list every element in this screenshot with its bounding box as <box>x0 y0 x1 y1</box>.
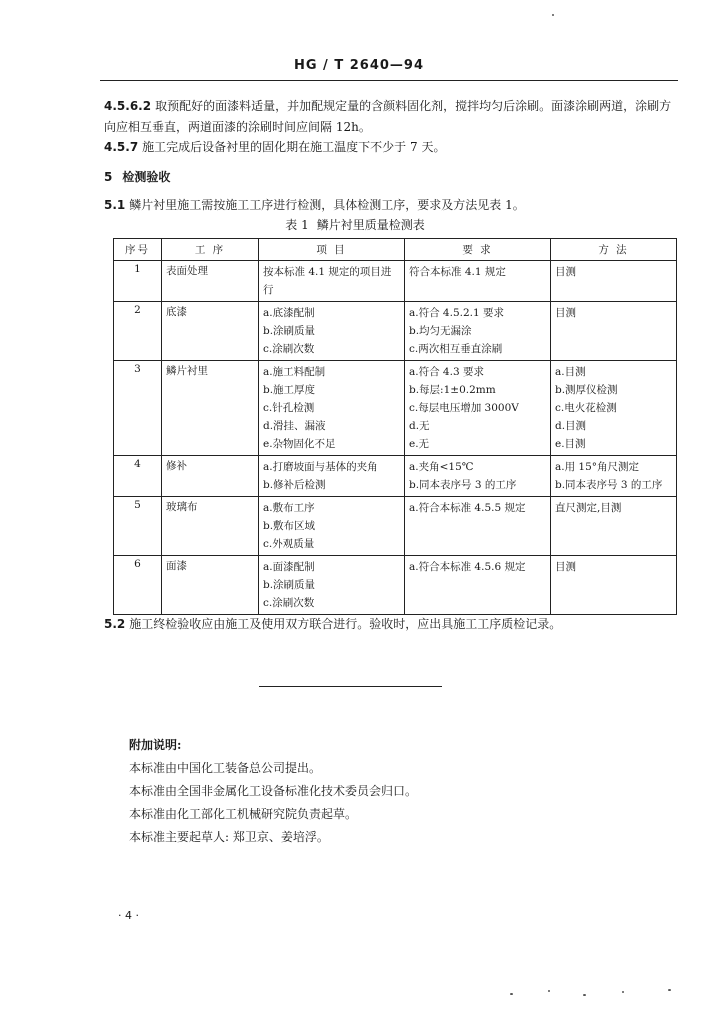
item-line: c.外观质量 <box>263 538 315 550</box>
scan-speck <box>583 994 586 996</box>
table-row <box>114 456 677 497</box>
scan-speck <box>622 991 624 993</box>
clause-number: 5.1 <box>104 198 126 212</box>
note-line: 本标准主要起草人: 郑卫京、姜培浮。 <box>129 830 329 844</box>
method-line: a.目测 <box>555 366 586 378</box>
clause-text: 施工完成后设备衬里的固化期在施工温度下不少于 7 天。 <box>142 140 446 154</box>
cell-method <box>551 497 677 556</box>
requirement-line: e.无 <box>409 438 430 450</box>
header-process: 工 序 <box>162 239 259 261</box>
clause-text: 取预配好的面漆料适量，并加配规定量的含颜料固化剂，搅拌均匀后涂刷。面漆涂刷两道，涂刷方向应相互垂直，两道面漆的涂刷时间应间隔 12h。 <box>104 99 672 134</box>
cell-process: 面漆 <box>162 556 259 615</box>
item-line: c.涂刷次数 <box>263 597 315 609</box>
cell-item <box>259 456 405 497</box>
requirement-line: a.夹角<15℃ <box>409 461 474 473</box>
item-line: e.杂物固化不足 <box>263 438 336 450</box>
table-row <box>114 261 677 302</box>
item-line: a.打磨坡面与基体的夹角 <box>263 461 378 473</box>
paragraph-5-2 <box>104 614 679 635</box>
method-line: e.目测 <box>555 438 586 450</box>
clause-number: 5.2 <box>104 617 126 631</box>
cell-process: 玻璃布 <box>162 497 259 556</box>
cell-method <box>551 361 677 456</box>
cell-method <box>551 261 677 302</box>
requirement-line: a.符合 4.5.2.1 要求 <box>409 307 505 319</box>
note-line: 本标准由中国化工装备总公司提出。 <box>129 761 322 775</box>
method-line: 直尺测定,目测 <box>555 502 622 514</box>
method-line: b.测厚仪检测 <box>555 384 618 396</box>
method-line: 目测 <box>555 307 576 319</box>
note-line: 本标准由化工部化工机械研究院负责起草。 <box>129 807 358 821</box>
cell-requirement <box>405 497 551 556</box>
item-line: b.涂刷质量 <box>263 325 316 337</box>
header-requirement: 要 求 <box>405 239 551 261</box>
item-line: a.敷布工序 <box>263 502 315 514</box>
requirement-line: a.符合 4.3 要求 <box>409 366 484 378</box>
cell-seq: 1 <box>114 261 162 302</box>
item-line: b.修补后检测 <box>263 479 326 491</box>
requirement-line: b.每层:1±0.2mm <box>409 384 496 396</box>
cell-process: 鳞片衬里 <box>162 361 259 456</box>
cell-method <box>551 302 677 361</box>
cell-item <box>259 556 405 615</box>
header-seq: 序号 <box>114 239 162 261</box>
cell-process: 表面处理 <box>162 261 259 302</box>
requirement-line: c.每层电压增加 3000V <box>409 402 519 414</box>
scan-speck <box>552 14 554 16</box>
cell-requirement <box>405 261 551 302</box>
section-number: 5 <box>104 170 113 184</box>
item-line: c.针孔检测 <box>263 402 315 414</box>
additional-notes <box>129 734 417 849</box>
quality-inspection-table <box>113 238 677 615</box>
cell-seq: 2 <box>114 302 162 361</box>
scan-speck <box>510 993 513 995</box>
requirement-line: b.同本表序号 3 的工序 <box>409 479 517 491</box>
requirement-line: a.符合本标准 4.5.6 规定 <box>409 561 526 573</box>
item-line: a.面漆配制 <box>263 561 315 573</box>
item-line: b.涂刷质量 <box>263 579 316 591</box>
item-line: d.滑挂、漏液 <box>263 420 326 432</box>
clause-number: 4.5.6.2 <box>104 99 152 113</box>
requirement-line: 符合本标准 4.1 规定 <box>409 266 506 278</box>
clause-number: 4.5.7 <box>104 140 139 154</box>
clause-text: 鳞片衬里施工需按施工工序进行检测，具体检测工序，要求及方法见表 1。 <box>129 198 525 212</box>
cell-seq: 6 <box>114 556 162 615</box>
cell-requirement <box>405 302 551 361</box>
end-rule <box>259 686 442 687</box>
table-title: 鳞片衬里质量检测表 <box>316 218 425 232</box>
cell-process: 修补 <box>162 456 259 497</box>
table-header-row <box>114 239 677 261</box>
requirement-line: d.无 <box>409 420 430 432</box>
paragraph-5-1 <box>104 195 679 216</box>
scan-speck <box>668 989 671 991</box>
header-item: 项 目 <box>259 239 405 261</box>
table-number: 表 1 <box>285 218 309 232</box>
cell-item <box>259 261 405 302</box>
cell-method <box>551 556 677 615</box>
item-line: a.施工料配制 <box>263 366 326 378</box>
requirement-line: b.均匀无漏涂 <box>409 325 472 337</box>
table-row <box>114 497 677 556</box>
standard-code-header: HG / T 2640—94 <box>293 58 425 73</box>
item-line: 按本标准 4.1 规定的项目进行 <box>263 266 392 296</box>
section-5-heading <box>104 168 170 185</box>
cell-seq: 5 <box>114 497 162 556</box>
table-row <box>114 302 677 361</box>
item-line: a.底漆配制 <box>263 307 315 319</box>
paragraph-4-5-6-2 <box>104 96 679 138</box>
item-line: b.敷布区域 <box>263 520 316 532</box>
item-line: b.施工厚度 <box>263 384 316 396</box>
cell-method <box>551 456 677 497</box>
page-number: · 4 · <box>118 909 139 922</box>
header-rule <box>100 80 678 81</box>
cell-requirement <box>405 556 551 615</box>
clause-text: 施工终检验收应由施工及使用双方联合进行。验收时，应出具施工工序质检记录。 <box>129 617 562 631</box>
requirement-line: a.符合本标准 4.5.5 规定 <box>409 502 526 514</box>
method-line: 目测 <box>555 266 576 278</box>
method-line: b.同本表序号 3 的工序 <box>555 479 663 491</box>
cell-item <box>259 302 405 361</box>
cell-requirement <box>405 456 551 497</box>
table-caption <box>0 216 718 233</box>
table-row <box>114 556 677 615</box>
cell-item <box>259 361 405 456</box>
cell-seq: 4 <box>114 456 162 497</box>
notes-title: 附加说明: <box>129 738 182 752</box>
requirement-line: c.两次相互垂直涂刷 <box>409 343 503 355</box>
cell-requirement <box>405 361 551 456</box>
method-line: c.电火花检测 <box>555 402 617 414</box>
method-line: a.用 15°角尺测定 <box>555 461 640 473</box>
method-line: 目测 <box>555 561 576 573</box>
cell-process: 底漆 <box>162 302 259 361</box>
item-line: c.涂刷次数 <box>263 343 315 355</box>
note-line: 本标准由全国非金属化工设备标准化技术委员会归口。 <box>129 784 418 798</box>
table-row <box>114 361 677 456</box>
paragraph-4-5-7 <box>104 137 679 158</box>
header-method: 方 法 <box>551 239 677 261</box>
cell-seq: 3 <box>114 361 162 456</box>
section-title: 检测验收 <box>122 170 171 184</box>
cell-item <box>259 497 405 556</box>
method-line: d.目测 <box>555 420 587 432</box>
scan-speck <box>548 990 550 992</box>
